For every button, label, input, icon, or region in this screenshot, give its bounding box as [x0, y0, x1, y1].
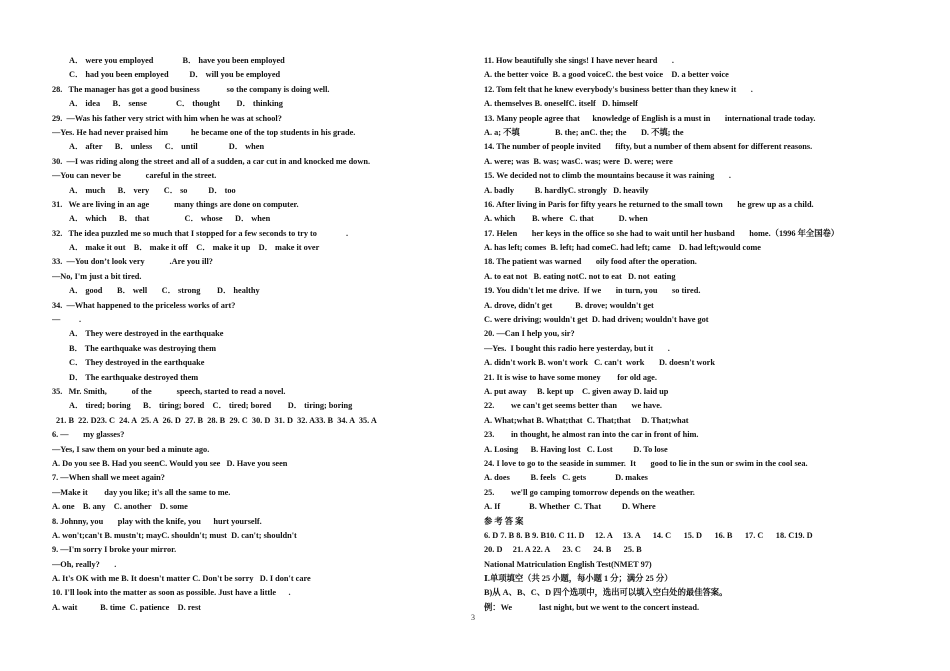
text-line: A. to eat not B. eating notC. not to eat D. not eating [484, 271, 676, 281]
text-line: —Yes. I bought this radio here yesterday, but it . [484, 343, 670, 353]
text-line: 11. How beautifully she sings! I have never heard . [484, 56, 674, 65]
text-line: A. themselves B. oneselfC. itself D. himself [484, 99, 638, 109]
text-line: 17. Helen her keys in the office so she had to wait until her husband home.（1996 年全国卷） [484, 228, 840, 238]
text-line: A． after B． unless C． until D． when [69, 142, 265, 152]
text-line: A. If B. Whether C. That D. Where [484, 502, 656, 512]
text-line: D． The earthquake destroyed them [69, 372, 199, 382]
text-line: 21. B 22. D23. C 24. A 25. A 26. D 27. B 28. B 29. C 30. D 31. D 32. A33. B 34. A 35. A [56, 415, 377, 425]
text-line: A. Losing B. Having lost C. Lost D. To lose [484, 444, 668, 454]
text-line: 15. We decided not to climb the mountains because it was raining . [484, 171, 731, 181]
text-line: C． had you been employed D． will you be employed [69, 70, 281, 80]
text-line: 28. The manager has got a good business so the company is doing well. [52, 84, 330, 94]
text-line: A. Do you see B. Had you seenC. Would you see D. Have you seen [52, 458, 288, 468]
text-line: —Yes. He had never praised him he became one of the top students in his grade. [52, 127, 356, 137]
text-line: A. drove, didn't get B. drove; wouldn't get [484, 300, 654, 310]
text-line: 7. —When shall we meet again? [52, 473, 165, 483]
text-line: 20. D 21. A 22. A 23. C 24. B 25. B [484, 545, 642, 555]
text-line: 6. D 7. B 8. B 9. B10. C 11. D 12. A 13. A 14. C 15. D 16. B 17. C 18. C19. D [484, 530, 813, 540]
text-line: 21. It is wise to have some money for old age. [484, 372, 657, 382]
text-line: 6. — my glasses? [52, 430, 125, 440]
text-line: A. put away B. kept up C. given away D. laid up [484, 386, 669, 396]
text-line: B． The earthquake was destroying them [69, 343, 216, 353]
text-line: —Oh, really? . [52, 559, 117, 569]
text-line: —Yes, I saw them on your bed a minute ago. [52, 444, 210, 454]
text-line: 34. —What happened to the priceless works of art? [52, 300, 236, 310]
text-line: A． idea B． sense C． thought D． thinking [69, 99, 283, 109]
text-line: 24. I love to go to the seaside in summer. It good to lie in the sun or swim in the cool sea. [484, 458, 808, 468]
text-line: A． which B． that C． whose D． when [69, 214, 271, 224]
text-line: 31. We are living in an age many things are done on computer. [52, 199, 299, 209]
text-line: —No, I'm just a bit tired. [52, 271, 142, 281]
text-line: 30. —I was riding along the street and all of a sudden, a car cut in and knocked me down. [52, 156, 371, 166]
text-line: A. badly B. hardlyC. strongly D. heavily [484, 185, 649, 195]
text-line: A. the better voice B. a good voiceC. the best voice D. a better voice [484, 70, 729, 80]
text-line: A． much B． very C． so D． too [69, 185, 236, 195]
text-line: A. a; 不填 B. the; anC. the; the D. 不填; the [484, 127, 684, 137]
text-line: 35. Mr. Smith, of the speech, started to read a novel. [52, 386, 286, 396]
text-line: 18. The patient was warned oily food after the operation. [484, 257, 697, 267]
text-line: A． tired; boring B． tiring; bored C． tired; bored D． tiring; boring [69, 401, 353, 411]
text-line: 9. —I'm sorry I broke your mirror. [52, 545, 177, 555]
text-line: 29. —Was his father very strict with him when he was at school? [52, 113, 282, 123]
text-line: —Make it day you like; it's all the same to me. [52, 487, 231, 497]
text-line: 13. Many people agree that knowledge of English is a must in international trade today. [484, 113, 816, 123]
text-line: 10. I'll look into the matter as soon as possible. Just have a little . [52, 588, 291, 598]
text-line: A． make it out B． make it off C． make it up D． make it over [69, 243, 320, 253]
text-line: 例：We last night, but we went to the concert instead. [484, 602, 700, 612]
text-line: A. one B. any C. another D. some [52, 502, 188, 512]
text-line: A. won't;can't B. mustn't; mayC. shouldn't; must D. can't; shouldn't [52, 530, 297, 540]
text-line: A. which B. where C. that D. when [484, 214, 648, 224]
text-line: —You can never be careful in the street. [52, 171, 217, 181]
text-line: 8. Johnny, you play with the knife, you hurt yourself. [52, 516, 262, 526]
text-line: A． were you employed B． have you been employed [69, 56, 285, 65]
text-line: — . [52, 315, 82, 325]
text-line: A． They were destroyed in the earthquake [69, 329, 224, 339]
text-line: 22. we can't get seems better than we have. [484, 401, 662, 411]
page-number: 3 [471, 613, 475, 622]
text-line: A. What;what B. What;that C. That;that D. That;what [484, 415, 689, 425]
text-line: 33. —You don’t look very .Are you ill? [52, 257, 213, 267]
text-line: 12. Tom felt that he knew everybody's business better than they knew it . [484, 84, 753, 94]
text-line: National Matriculation English Test(NMET 97) [484, 559, 652, 569]
right-column [484, 54, 904, 615]
text-line: Ⅰ.单项填空（共 25 小题，每小题 1 分；满分 25 分） [484, 574, 673, 584]
left-column [52, 54, 464, 615]
text-line: A． good B． well C． strong D． healthy [69, 286, 260, 296]
text-line: 16. After living in Paris for fifty years he returned to the small town he grew up as a child. [484, 199, 814, 209]
text-line: A. were; was B. was; wasC. was; were D. were; were [484, 156, 673, 166]
text-line: A. does B. feels C. gets D. makes [484, 473, 648, 483]
text-line: 25. we'll go camping tomorrow depends on the weather. [484, 487, 695, 497]
text-line: A. wait B. time C. patience D. rest [52, 602, 201, 612]
text-line: C． They destroyed in the earthquake [69, 358, 205, 368]
text-line: A. has left; comes B. left; had comeC. had left; came D. had left;would come [484, 243, 761, 253]
text-line: 14. The number of people invited fifty, but a number of them absent for different reasons. [484, 142, 813, 152]
text-line: 参 考 答 案 [484, 516, 524, 526]
text-line: 19. You didn't let me drive. If we in turn, you so tired. [484, 286, 701, 296]
text-line: B)从 A、B、C、D 四个选项中，选出可以填入空白处的最佳答案。 [484, 588, 728, 598]
text-line: 20. —Can I help you, sir? [484, 329, 575, 339]
text-line: 23. in thought, he almost ran into the car in front of him. [484, 430, 699, 440]
text-line: 32. The idea puzzled me so much that I stopped for a few seconds to try to . [52, 228, 349, 238]
text-line: C. were driving; wouldn't get D. had driven; wouldn't have got [484, 315, 709, 325]
text-line: A. didn't work B. won't work C. can't work D. doesn't work [484, 358, 715, 368]
text-line: A. It's OK with me B. It doesn't matter C. Don't be sorry D. I don't care [52, 574, 311, 584]
